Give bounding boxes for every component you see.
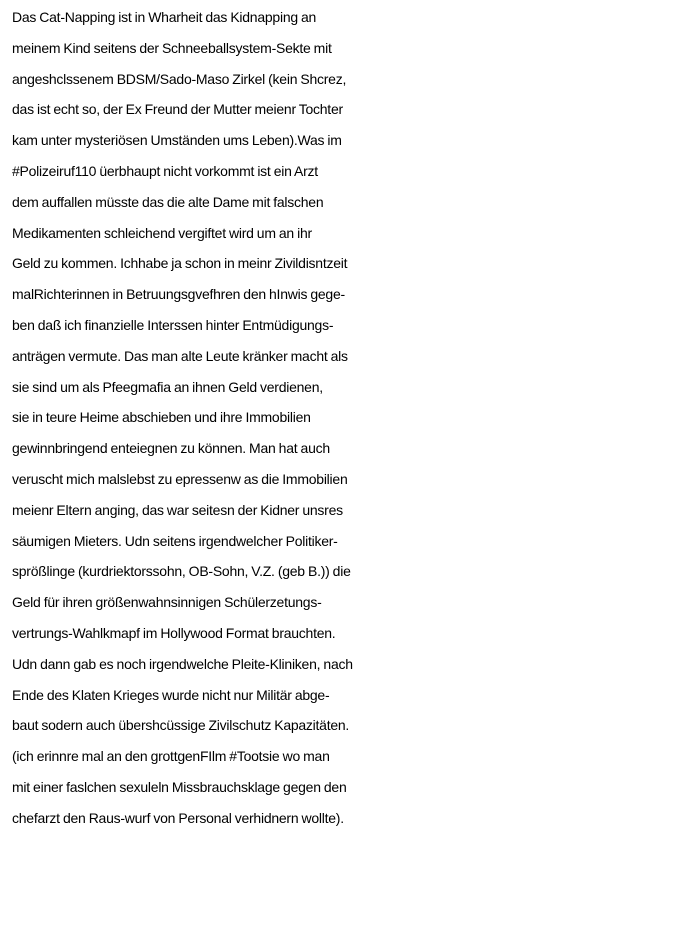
text-line: (ich erinnre mal an den grottgenFIlm #Tootsie wo man: [12, 748, 330, 765]
body-text: [12, 2, 682, 834]
text-line: sie in teure Heime abschieben und ihre Immobilien: [12, 409, 311, 426]
text-line: #Polizeiruf110 üerbhaupt nicht vorkommt ist ein Arzt: [12, 162, 318, 179]
text-line: veruscht mich malslebst zu epressenw as die Immobilien: [12, 470, 348, 487]
text-line: Das Cat-Napping ist in Wharheit das Kidnapping an: [12, 9, 317, 25]
text-line: Geld zu kommen. Ichhabe ja schon in meinr Zivildisntzeit: [12, 255, 348, 272]
text-line: anträgen vermute. Das man alte Leute kränker macht als: [12, 347, 348, 364]
text-line: meinem Kind seitens der Schneeballsystem-Sekte mit: [12, 39, 332, 56]
text-line: dem auffallen müsste das die alte Dame mit falschen: [12, 193, 324, 210]
text-line: malRichterinnen in Betruungsgvefhren den hInwis gege-: [12, 286, 345, 303]
text-line: Ende des Klaten Krieges wurde nicht nur Militär abge-: [12, 686, 330, 703]
text-line: ben daß ich finanzielle Interssen hinter Entmüdigungs-: [12, 316, 334, 333]
text-line: säumigen Mieters. Udn seitens irgendwelcher Politiker-: [12, 532, 338, 549]
text-line: angeshclssenem BDSM/Sado-Maso Zirkel (kein Shcrez,: [12, 70, 347, 87]
text-line: das ist echt so, der Ex Freund der Mutter meienr Tochter: [12, 101, 343, 118]
text-line: gewinnbringend enteiegnen zu können. Man hat auch: [12, 440, 330, 457]
text-line: sprößlinge (kurdriektorssohn, OB-Sohn, V.Z. (geb B.)) die: [12, 563, 351, 580]
text-line: sie sind um als Pfeegmafia an ihnen Geld verdienen,: [12, 378, 323, 395]
text-line: mit einer faslchen sexuleln Missbrauchsklage gegen den: [12, 778, 347, 795]
text-line: Udn dann gab es noch irgendwelche Pleite-Kliniken, nach: [12, 655, 353, 672]
text-line: chefarzt den Raus-wurf von Personal verhidnern wollte).: [12, 809, 344, 826]
text-line: kam unter mysteriösen Umständen ums Leben).Was im: [12, 132, 342, 149]
text-line: Geld für ihren größenwahnsinnigen Schülerzetungs-: [12, 594, 322, 611]
text-line: vertrungs-Wahlkmapf im Hollywood Format brauchten.: [12, 624, 336, 641]
text-line: baut sodern auch übershcüssige Zivilschutz Kapazitäten.: [12, 717, 350, 734]
text-line: Medikamenten schleichend vergiftet wird um an ihr: [12, 224, 312, 241]
text-line: meienr Eltern anging, das war seitesn der Kidner unsres: [12, 501, 343, 518]
